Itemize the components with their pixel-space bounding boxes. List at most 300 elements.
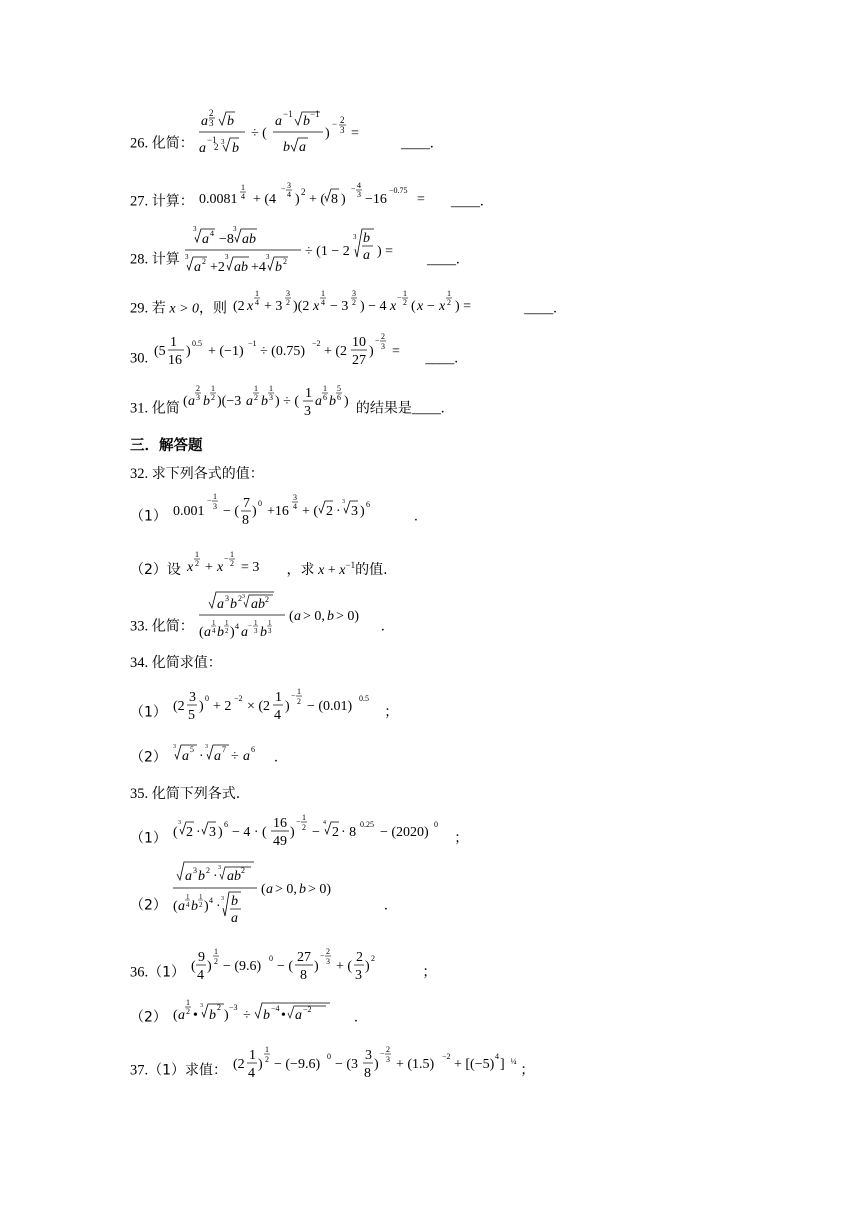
- svg-text:1: 1: [229, 550, 234, 559]
- svg-text:3: 3: [292, 493, 297, 502]
- svg-text:0: 0: [326, 1052, 331, 1061]
- svg-text:+4: +4: [251, 260, 267, 275]
- svg-text:3: 3: [193, 225, 197, 233]
- svg-text:b: b: [261, 394, 269, 409]
- svg-text:): ): [313, 959, 319, 974]
- svg-text:+2: +2: [210, 260, 226, 275]
- svg-text:2: 2: [185, 1007, 190, 1016]
- svg-text:3: 3: [353, 233, 357, 241]
- svg-text:4: 4: [320, 298, 325, 307]
- math-expression: [183, 225, 423, 277]
- svg-text:−1: −1: [207, 135, 217, 145]
- svg-text:b: b: [208, 1008, 216, 1023]
- svg-text:b: b: [298, 882, 306, 897]
- svg-text:a: a: [315, 394, 323, 409]
- svg-text:x: x: [438, 299, 445, 314]
- svg-text:): ): [373, 1057, 379, 1072]
- svg-text:1: 1: [185, 998, 190, 1007]
- problem-label: 化简: [151, 400, 180, 417]
- svg-text:): ): [198, 699, 204, 714]
- svg-text:2: 2: [325, 947, 330, 956]
- svg-text:2: 2: [385, 1045, 390, 1054]
- svg-text:27: 27: [351, 353, 366, 368]
- svg-text:x: x: [312, 299, 319, 314]
- svg-text:a: a: [204, 625, 212, 640]
- svg-text:a: a: [242, 749, 250, 764]
- svg-text:4: 4: [212, 627, 216, 635]
- svg-text:): ): [368, 344, 374, 359]
- problem-34-part-1: [130, 687, 399, 724]
- svg-text:3: 3: [188, 690, 196, 705]
- svg-text:(: (: [183, 394, 189, 409]
- problem-35: [130, 787, 240, 802]
- problem-33: [130, 594, 385, 644]
- svg-text:b: b: [275, 260, 283, 275]
- svg-text:b: b: [283, 140, 291, 155]
- svg-text:27: 27: [296, 950, 311, 965]
- svg-text:3: 3: [185, 253, 189, 261]
- problem-30: [130, 332, 458, 371]
- svg-text:0: 0: [204, 694, 209, 703]
- svg-text:0.0081: 0.0081: [199, 192, 238, 207]
- problem-label: 计算：: [151, 193, 194, 210]
- svg-text:−: −: [290, 691, 296, 700]
- problem-number: 29.: [130, 300, 149, 317]
- problem-number: 28.: [130, 251, 149, 268]
- problem-34-part-2: [130, 744, 278, 766]
- svg-text:3: 3: [350, 504, 358, 519]
- connector-text: ，则: [199, 300, 228, 317]
- svg-text:1: 1: [185, 893, 190, 901]
- svg-text:3: 3: [177, 820, 181, 826]
- svg-text:> 0): > 0): [336, 609, 360, 624]
- svg-text:1: 1: [225, 619, 229, 627]
- svg-text:8: 8: [241, 513, 249, 527]
- svg-text:5: 5: [187, 708, 195, 723]
- svg-text:3: 3: [212, 502, 217, 511]
- math-expression: [185, 551, 287, 579]
- svg-text:− (: − (: [276, 959, 293, 974]
- svg-text:b: b: [329, 394, 337, 409]
- svg-text:4: 4: [273, 708, 281, 723]
- svg-text:1: 1: [305, 386, 313, 401]
- svg-text:+ (: + (: [309, 192, 326, 207]
- svg-text:): ): [284, 699, 290, 714]
- svg-text:−: −: [248, 622, 253, 630]
- svg-text:(: (: [172, 1008, 178, 1023]
- part-label: （2）: [130, 749, 167, 766]
- svg-text:−4: −4: [270, 1004, 280, 1013]
- svg-text:−16: −16: [365, 192, 388, 207]
- svg-text:a: a: [230, 911, 238, 926]
- svg-text:16: 16: [272, 816, 287, 831]
- answer-blank: ____.: [451, 193, 484, 210]
- svg-text:ab: ab: [226, 869, 241, 884]
- svg-text:3: 3: [172, 744, 176, 750]
- math-expression: [231, 1044, 511, 1082]
- svg-text:+ (: + (: [301, 504, 318, 519]
- svg-text:)(−3: )(−3: [217, 394, 242, 409]
- svg-text:4: 4: [287, 190, 292, 199]
- problem-label: 化简：: [151, 135, 194, 152]
- svg-text:a: a: [275, 114, 283, 129]
- part-tail: ；: [422, 964, 437, 981]
- problem-text: 求下列各式的值：: [151, 466, 264, 482]
- svg-text:a: a: [188, 394, 196, 409]
- math-expression: [152, 331, 422, 371]
- svg-text:−: −: [311, 825, 320, 840]
- svg-text:1: 1: [254, 289, 259, 298]
- svg-text:49: 49: [272, 834, 287, 849]
- problem-text: 化简下列各式.: [151, 786, 241, 802]
- svg-text:(: (: [289, 609, 295, 624]
- svg-text:3: 3: [269, 393, 274, 402]
- svg-text:2: 2: [196, 384, 201, 393]
- svg-text:3: 3: [225, 253, 229, 261]
- svg-text:7: 7: [242, 496, 250, 511]
- svg-text:3: 3: [304, 404, 312, 419]
- svg-text:> 0,: > 0,: [274, 882, 297, 897]
- svg-text:1: 1: [212, 619, 216, 627]
- svg-text:a: a: [201, 114, 209, 129]
- svg-text:1: 1: [402, 289, 407, 298]
- svg-text:3: 3: [354, 968, 362, 983]
- svg-text:b: b: [303, 114, 311, 129]
- svg-text:0.5: 0.5: [191, 339, 202, 348]
- svg-text:]: ]: [499, 1057, 505, 1072]
- svg-text:−2: −2: [302, 1005, 312, 1014]
- svg-text:·: ·: [215, 899, 221, 914]
- problem-36-part-1: [130, 947, 437, 984]
- svg-text:3: 3: [341, 499, 345, 505]
- svg-text:·: ·: [198, 749, 204, 764]
- svg-text:−0.75: −0.75: [389, 186, 408, 195]
- svg-text:4: 4: [241, 192, 246, 201]
- svg-text:2: 2: [283, 257, 288, 266]
- svg-text:(: (: [410, 299, 416, 314]
- svg-text:− 3: − 3: [329, 299, 349, 314]
- svg-text:2: 2: [211, 393, 216, 402]
- svg-text:6: 6: [337, 393, 342, 402]
- problem-34: [130, 656, 222, 671]
- problem-32-part-2: （2）设 x 1 2 + x − 1 2 = 3 ，求 $x + x^{-1}$的值.: [130, 550, 388, 578]
- part-label: （1）: [130, 704, 167, 721]
- svg-text:b: b: [197, 869, 205, 884]
- part-tail: 的值.: [355, 561, 388, 578]
- svg-text:1: 1: [274, 690, 282, 705]
- problem-37-part-1: 37.（1）求值： (2 1 4 ) 1 2 − (−9.6) 0 − (3 3 8 ) − 2 3 + (1.5) −2 + [(−5) 4 ] $^{\frac{1}{4}}$ ；: [130, 1045, 535, 1081]
- svg-text:2: 2: [301, 823, 306, 832]
- svg-text:−1: −1: [247, 339, 257, 348]
- svg-text:+ 2: + 2: [212, 699, 231, 714]
- math-expression: x: [318, 562, 325, 578]
- math-expression: [183, 381, 351, 421]
- svg-text:2: 2: [296, 697, 301, 706]
- svg-text:> 0,: > 0,: [303, 609, 326, 624]
- svg-text:b: b: [363, 231, 371, 246]
- part-label: （1）: [148, 964, 186, 981]
- problem-26: [130, 108, 434, 161]
- problem-32-part-1: [130, 493, 418, 527]
- svg-text:× (2: × (2: [246, 699, 270, 714]
- svg-text:·: ·: [335, 504, 341, 519]
- part-tail: ；: [520, 1062, 535, 1079]
- svg-text:2: 2: [185, 825, 193, 840]
- svg-text:): ): [295, 192, 301, 207]
- problem-35-part-1: [130, 813, 469, 850]
- part-label: （2）: [130, 897, 167, 914]
- problem-29: [130, 289, 557, 318]
- svg-text:3: 3: [221, 138, 225, 146]
- problem-label: 化简：: [151, 618, 194, 635]
- svg-text:2: 2: [214, 142, 219, 152]
- svg-text:=: =: [417, 192, 426, 207]
- svg-text:2: 2: [194, 558, 199, 568]
- problem-number: 32.: [130, 466, 149, 482]
- part-label: （1）: [130, 830, 167, 847]
- svg-text:3: 3: [380, 342, 385, 351]
- svg-text:2: 2: [264, 1055, 269, 1064]
- problem-number: 35.: [130, 786, 149, 802]
- problem-number: 30.: [130, 350, 149, 367]
- svg-text:16: 16: [167, 353, 182, 368]
- problem-text: 化简求值：: [151, 655, 222, 671]
- svg-text:1: 1: [269, 384, 274, 393]
- svg-text:4: 4: [322, 820, 326, 826]
- svg-text:2: 2: [205, 866, 210, 875]
- svg-text:2: 2: [238, 594, 243, 603]
- svg-text:4: 4: [235, 622, 240, 631]
- svg-text:x: x: [416, 299, 423, 314]
- problem-28: [130, 225, 460, 277]
- svg-text:6: 6: [365, 500, 370, 509]
- svg-text:1: 1: [254, 384, 259, 393]
- svg-text:2: 2: [285, 298, 290, 307]
- svg-text:4: 4: [292, 502, 297, 511]
- math-expression: [171, 997, 351, 1027]
- svg-text:=: =: [391, 344, 400, 359]
- problem-label: 若: [151, 300, 166, 317]
- section-heading: 三．解答题: [130, 438, 203, 454]
- svg-text:): ): [230, 625, 236, 640]
- part-label: （1）: [130, 508, 167, 525]
- part-tail: .: [384, 897, 388, 914]
- svg-text:): ): [251, 504, 257, 519]
- svg-text:b: b: [190, 899, 198, 914]
- connector-text: 的结果是: [351, 400, 412, 417]
- svg-text:(: (: [172, 899, 178, 914]
- svg-text:−: −: [351, 184, 356, 193]
- svg-text:b: b: [230, 597, 238, 612]
- svg-text:−: −: [319, 951, 325, 960]
- svg-text:ab: ab: [251, 597, 266, 612]
- svg-text:2: 2: [331, 825, 339, 840]
- svg-text:1: 1: [211, 384, 216, 393]
- svg-text:4: 4: [208, 896, 213, 905]
- svg-text:0.5: 0.5: [358, 694, 369, 703]
- svg-text:2: 2: [229, 558, 234, 568]
- problem-number: 26.: [130, 135, 149, 152]
- svg-text:3: 3: [266, 253, 270, 261]
- math-expression: [189, 946, 419, 984]
- svg-text:2: 2: [370, 954, 375, 963]
- svg-text:) ÷ (: ) ÷ (: [275, 394, 300, 409]
- problem-number: 37.: [130, 1062, 149, 1079]
- svg-text:0: 0: [433, 820, 438, 829]
- svg-text:b: b: [227, 114, 235, 129]
- svg-text:): ): [341, 192, 347, 207]
- svg-text:+ 3: + 3: [263, 299, 283, 314]
- math-expression: [171, 740, 271, 766]
- svg-text:x: x: [186, 559, 193, 575]
- part-label: （1）求值：: [148, 1062, 228, 1079]
- svg-text:2: 2: [380, 332, 385, 341]
- svg-text:): ): [223, 1008, 229, 1023]
- part-tail: .: [274, 749, 278, 766]
- svg-text:(2: (2: [232, 1057, 245, 1072]
- svg-text:4: 4: [196, 968, 204, 983]
- svg-text:): ): [289, 825, 295, 840]
- svg-text:3: 3: [196, 393, 201, 402]
- svg-text:− (3: − (3: [334, 1057, 358, 1072]
- svg-text:− (2020): − (2020): [379, 825, 429, 840]
- svg-text:−: −: [332, 119, 338, 129]
- svg-text:3: 3: [357, 190, 362, 199]
- problem-label: 计算: [151, 251, 180, 268]
- svg-text:1: 1: [264, 1045, 269, 1054]
- svg-text:): ): [185, 344, 191, 359]
- svg-text:): ): [359, 504, 365, 519]
- svg-text:a: a: [246, 394, 254, 409]
- svg-text:3: 3: [364, 1048, 372, 1063]
- svg-text:4: 4: [357, 181, 362, 190]
- svg-text:0.001: 0.001: [172, 504, 205, 519]
- problem-tail: .: [381, 618, 385, 635]
- svg-text:a: a: [299, 140, 307, 155]
- svg-text:3: 3: [217, 865, 221, 871]
- svg-text:− (−9.6): − (−9.6): [273, 1057, 320, 1072]
- svg-text:1: 1: [194, 550, 199, 559]
- svg-text:+16: +16: [266, 504, 289, 519]
- svg-text:2: 2: [351, 298, 356, 307]
- svg-text:+ (1.5): + (1.5): [395, 1057, 434, 1072]
- svg-text:): ): [203, 899, 209, 914]
- svg-text:b: b: [232, 141, 240, 156]
- svg-text:1: 1: [212, 493, 217, 501]
- svg-text:2: 2: [213, 957, 218, 966]
- problem-number: 33.: [130, 618, 149, 635]
- svg-text:a: a: [213, 749, 221, 764]
- svg-text:3: 3: [325, 957, 330, 966]
- svg-text:−: −: [295, 817, 301, 826]
- math-expression: [231, 288, 521, 318]
- svg-text:5: 5: [189, 745, 194, 754]
- svg-text:): ): [217, 825, 223, 840]
- svg-text:2: 2: [202, 257, 207, 266]
- answer-blank: ____.: [524, 300, 557, 317]
- svg-text:a: a: [194, 260, 202, 275]
- svg-text:x: x: [389, 299, 396, 314]
- svg-text:÷ (: ÷ (: [251, 126, 268, 141]
- math-expression: [197, 105, 397, 161]
- svg-text:3: 3: [351, 289, 356, 298]
- svg-text:6: 6: [223, 820, 228, 829]
- svg-text:+ [(−5): + [(−5): [453, 1057, 494, 1072]
- svg-text:x: x: [246, 299, 253, 314]
- svg-text:2: 2: [198, 901, 203, 909]
- svg-text:−: −: [379, 1049, 385, 1058]
- svg-text:3: 3: [208, 825, 216, 840]
- svg-text:3: 3: [225, 594, 230, 603]
- svg-text:b: b: [260, 625, 268, 640]
- svg-text:) =: ) =: [377, 244, 394, 259]
- svg-text:0.25: 0.25: [359, 820, 374, 829]
- svg-text:−1: −1: [283, 109, 293, 119]
- svg-text:÷: ÷: [230, 749, 239, 764]
- svg-text:(2: (2: [172, 699, 185, 714]
- svg-text:ab: ab: [234, 260, 249, 275]
- svg-text:5: 5: [337, 384, 342, 393]
- svg-text:1: 1: [248, 1048, 256, 1063]
- svg-text:(5: (5: [153, 344, 166, 359]
- svg-text:6: 6: [323, 393, 328, 402]
- svg-text:a: a: [177, 1008, 185, 1023]
- svg-text:a: a: [294, 1008, 302, 1023]
- svg-text:0: 0: [257, 499, 262, 508]
- svg-text:)(2: )(2: [292, 299, 309, 314]
- svg-text:= 3: = 3: [240, 559, 259, 575]
- svg-text:1: 1: [301, 813, 306, 822]
- svg-text:10: 10: [351, 335, 366, 350]
- svg-text:·: ·: [212, 869, 218, 884]
- svg-text:1: 1: [296, 687, 301, 696]
- svg-text:(: (: [260, 882, 266, 897]
- svg-text:1: 1: [268, 619, 272, 627]
- svg-text:−2: −2: [311, 339, 321, 348]
- svg-text:3: 3: [340, 125, 345, 135]
- svg-text:− (0.01): − (0.01): [306, 699, 352, 714]
- svg-text:•: •: [192, 1008, 198, 1023]
- svg-text:3: 3: [209, 118, 214, 128]
- svg-text:4: 4: [254, 298, 259, 307]
- svg-text:a: a: [265, 882, 273, 897]
- svg-text:−1: −1: [310, 109, 320, 119]
- svg-text:2: 2: [340, 115, 345, 125]
- answer-blank: ____.: [427, 251, 460, 268]
- svg-text:2: 2: [355, 950, 363, 965]
- svg-text:2: 2: [240, 866, 245, 875]
- svg-text:8: 8: [363, 1066, 371, 1081]
- problem-31: [130, 384, 445, 421]
- svg-text:+ (2: + (2: [323, 344, 347, 359]
- problem-36-part-2: [130, 998, 358, 1027]
- svg-text:> 0): > 0): [307, 882, 331, 897]
- svg-text:7: 7: [221, 745, 226, 754]
- svg-text:x: x: [216, 559, 223, 575]
- svg-text:−2: −2: [233, 694, 243, 703]
- svg-text:a: a: [184, 869, 192, 884]
- svg-text:3: 3: [242, 594, 246, 600]
- svg-text:3: 3: [220, 896, 224, 902]
- answer-blank: ____.: [411, 400, 445, 417]
- svg-text:(: (: [199, 625, 205, 640]
- svg-text:÷: ÷: [242, 1008, 251, 1023]
- svg-text:+: +: [204, 559, 213, 575]
- svg-text:): ): [344, 394, 350, 409]
- svg-text:·: ·: [195, 825, 201, 840]
- svg-text:−: −: [223, 553, 229, 563]
- svg-text:−: −: [374, 336, 380, 345]
